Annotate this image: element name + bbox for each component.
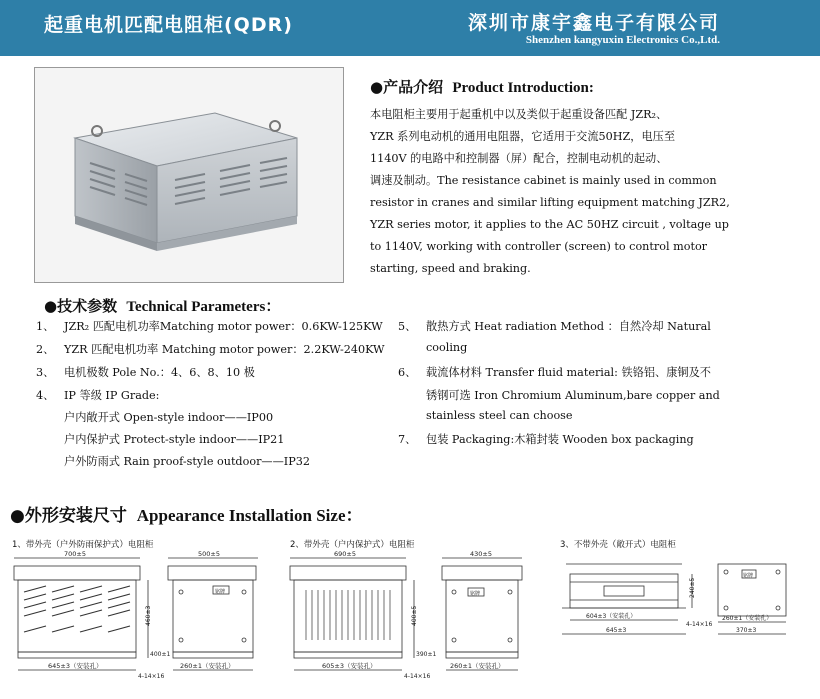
dim-depth: 370±3 [736,627,757,634]
dim-mount-depth: 260±1（安装孔） [722,615,773,622]
dim-holes: 4-14×16 [686,621,713,628]
dim-mount-depth: 260±1（安装孔） [180,662,235,670]
param-row-6-cont2: stainless steel can choose [426,409,573,422]
param-num: 3、 [36,366,55,379]
param-num: 7、 [398,433,417,446]
tech-heading-en: Technical Parameters： [126,299,281,315]
intro-line: YZR 系列电动机的通用电阻器，它适用于交流50HZ，电压至 [370,130,676,143]
intro-line: 调速及制动。The resistance cabinet is mainly used in common [370,174,717,187]
intro-heading [370,76,594,97]
intro-line: 本电阻柜主要用于起重机中以及类似于起重设备匹配 JZR₂、 [370,108,668,121]
dim-height: 400±5 [411,605,418,626]
dim-width: 690±5 [334,550,356,558]
param-text: 电机极数 Pole No.：4、6、8、10 极 [64,366,255,379]
ip-grade-open: 户内敞开式 Open-style indoor——IP00 [64,411,274,424]
dim-height: 460±3 [145,605,152,626]
dim-holes: 4-14×16 [404,673,431,680]
param-row-4 [36,387,159,403]
dim-mount-width: 645±3（安装孔） [48,662,103,670]
tech-heading [44,295,280,316]
company-name-cn: 深圳市康宇鑫电子有限公司 [467,12,720,34]
drawing-3 [556,548,818,658]
param-num: 2、 [36,343,55,356]
drawing-2-label: 2、带外壳（户内保护式）电阻柜 [290,540,415,550]
param-text: 包装 Packaging:木箱封装 Wooden box packaging [426,433,694,446]
company-name-en: Shenzhen kangyuxin Electronics Co.,Ltd. [525,34,720,46]
intro-body [370,104,730,280]
param-row-7 [398,431,694,447]
nameplate: 铭牌 [743,573,754,579]
dim-width: 700±5 [64,550,86,558]
product-photo [34,67,344,283]
param-row-6-cont: 锈钢可选 Iron Chromium Aluminum,bare copper and [426,389,720,402]
dim-depth: 500±5 [198,550,220,558]
install-heading-en: Appearance Installation Size： [136,506,363,525]
param-num: 1、 [36,320,55,333]
param-row-5 [398,318,711,334]
dim-holes: 4-14×16 [138,673,165,680]
param-row-3 [36,364,255,380]
param-num: 4、 [36,389,55,402]
intro-heading-cn: ●产品介绍 [370,78,444,96]
param-text: JZR₂ 匹配电机功率Matching motor power：0.6KW-125KW [64,320,383,333]
param-text: 散热方式 Heat radiation Method ：自然冷却 Natural [426,320,711,333]
dim-height: 240±5 [689,577,696,598]
param-row-2 [36,341,385,357]
param-text: IP 等级 IP Grade: [64,389,160,402]
drawing-2 [286,548,548,698]
dim-depth: 430±5 [470,550,492,558]
dim-mount-width: 605±3（安装孔） [322,662,377,670]
intro-line: starting, speed and braking. [370,262,531,275]
param-row-1 [36,318,383,334]
drawing-3-label: 3、不带外壳（敞开式）电阻柜 [560,540,676,550]
param-num: 6、 [398,366,417,379]
dim-overall-width: 645±3 [606,627,627,634]
install-heading [10,501,363,526]
drawing-1-label: 1、带外壳（户外防雨保护式）电阻柜 [12,540,154,550]
param-text: 载流体材料 Transfer fluid material: 铁铬铝、康铜及不 [426,366,711,379]
drawing-1 [8,548,280,698]
intro-heading-en: Product Introduction: [452,80,594,96]
param-num: 5、 [398,320,417,333]
intro-line: 1140V 的电路中和控制器（屏）配合，控制电动机的起动、 [370,152,668,165]
ip-grade-rainproof: 户外防雨式 Rain proof-style outdoor——IP32 [64,455,310,468]
dim-400: 400±1 [150,651,171,658]
intro-line: YZR series motor, it applies to the AC 50HZ circuit , voltage up [370,218,729,231]
dim-mount-depth: 260±1（安装孔） [450,662,505,670]
page-title: 起重电机匹配电阻柜(QDR) [44,14,293,36]
tech-heading-cn: ●技术参数 [44,297,118,315]
param-row-6 [398,364,711,380]
nameplate: 铭牌 [470,591,481,597]
intro-line: resistor in cranes and similar lifting equipment matching JZR2, [370,196,730,209]
nameplate: 铭牌 [215,589,226,595]
intro-line: to 1140V, working with controller (screen) to control motor [370,240,708,253]
ip-grade-protect: 户内保护式 Protect-style indoor——IP21 [64,433,285,446]
header-banner [0,0,820,56]
dim-390: 390±1 [416,651,437,658]
dim-mount-width: 604±3（安装孔） [586,613,637,620]
param-row-5-cont: cooling [426,341,468,354]
param-text: YZR 匹配电机功率 Matching motor power：2.2KW-240KW [64,343,385,356]
install-heading-cn: ●外形安装尺寸 [10,506,127,526]
